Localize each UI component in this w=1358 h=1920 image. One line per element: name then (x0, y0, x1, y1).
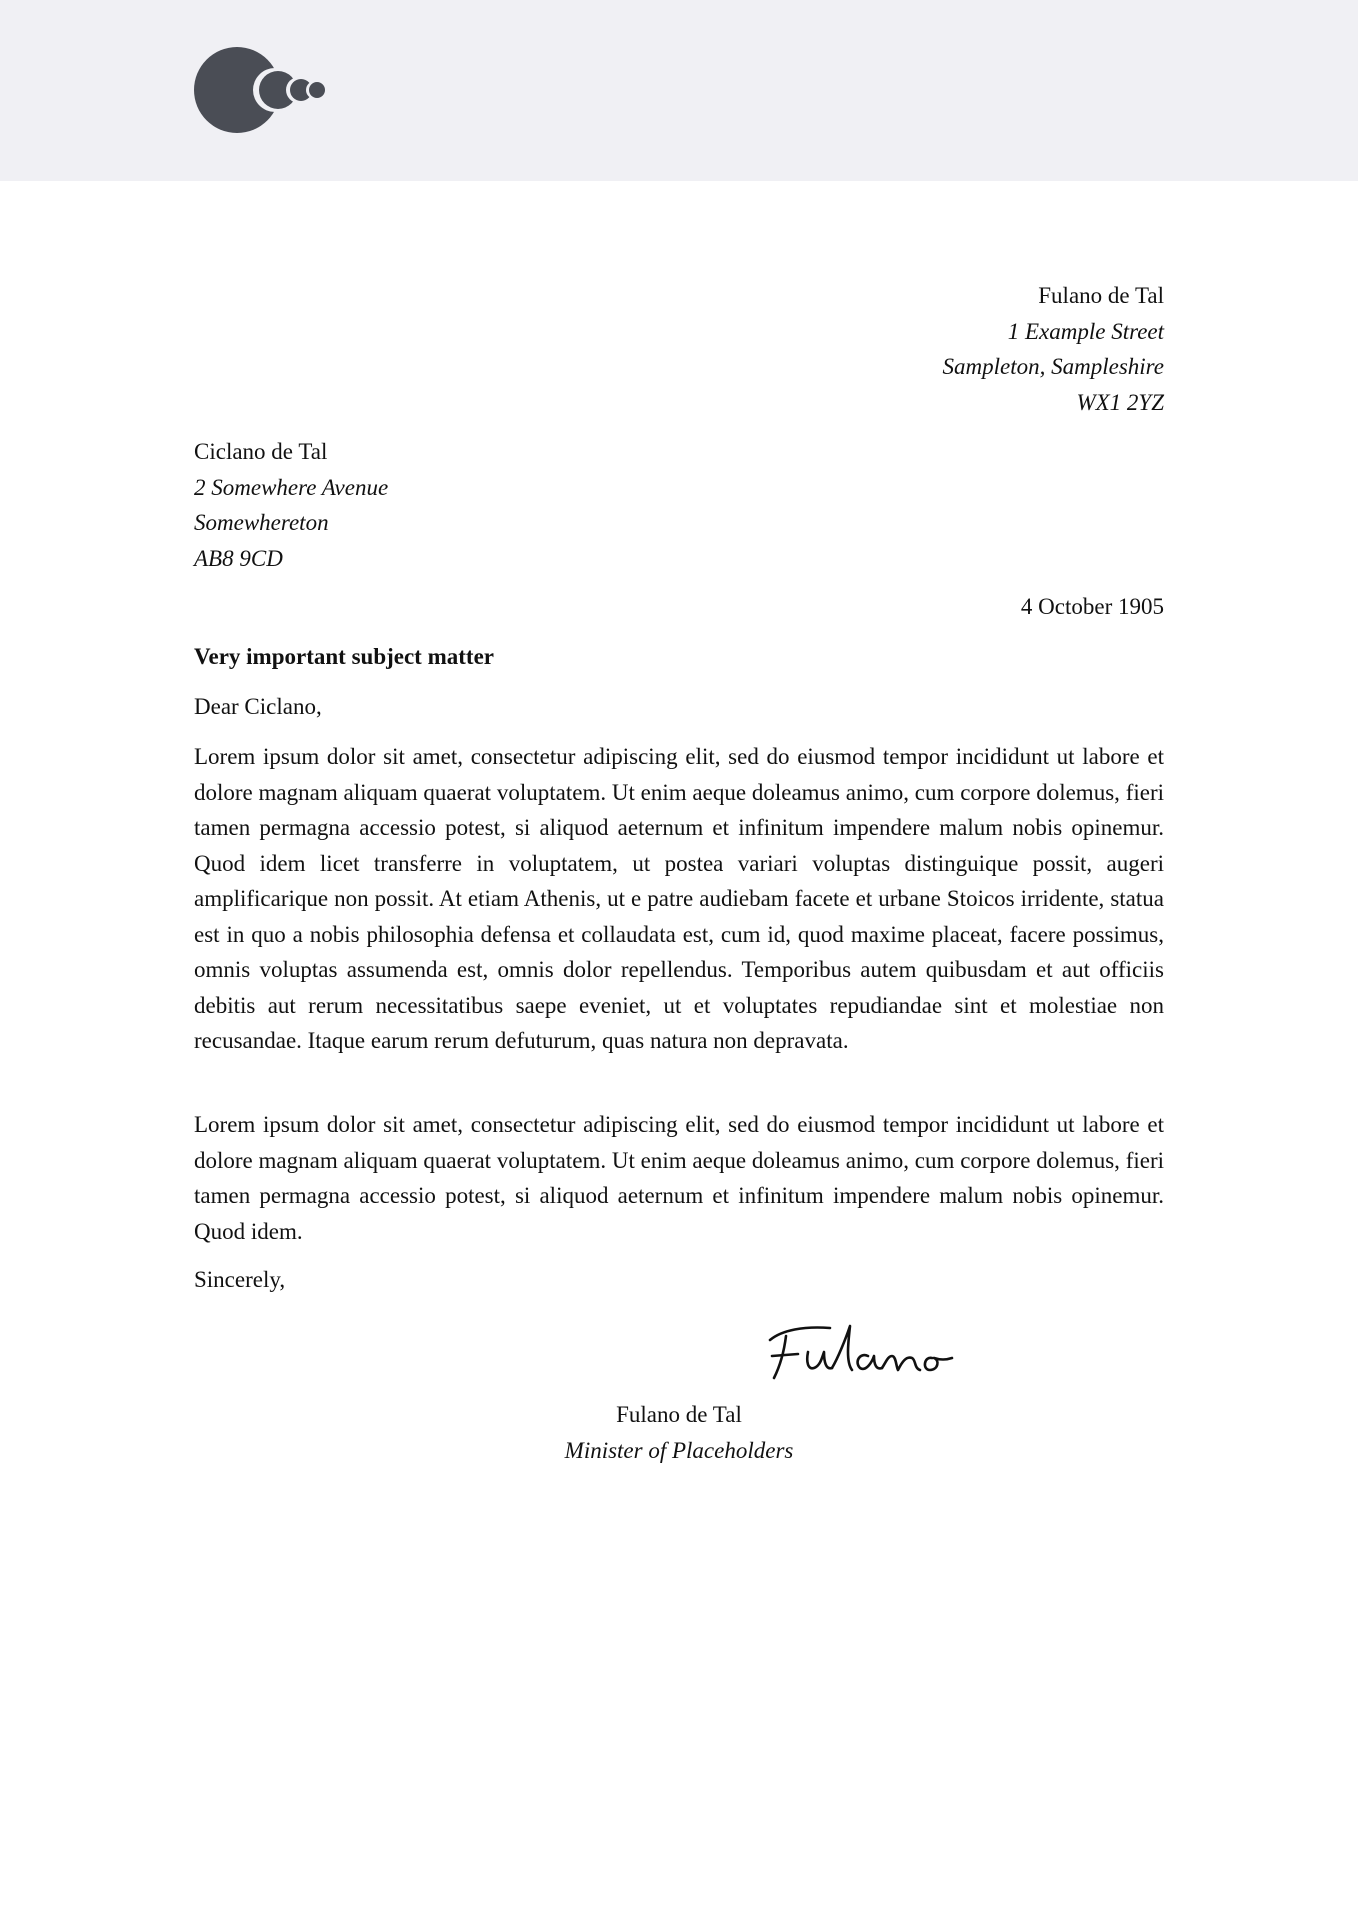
handwritten-signature (764, 1318, 984, 1390)
company-logo-icon (193, 45, 353, 135)
signatory-title: Minister of Placeholders (564, 1437, 794, 1463)
sender-name: Fulano de Tal (1038, 283, 1164, 308)
sender-address (564, 278, 1164, 420)
body-paragraph: Lorem ipsum dolor sit amet, consectetur adipiscing elit, sed do eiusmod tempor incididunt ut labore et dolore magnam aliquam quaerat voluptatem. Ut enim aeque doleamus animo, cum corpore dolemus, fieri tamen permagna accessio potest, si aliquod aeternum et infinitum impendere malum nobis opinemur. Quod idem. (194, 1112, 1164, 1244)
sender-street: 1 Example Street (1007, 318, 1164, 344)
sender-city: Sampleton, Sampleshire (942, 354, 1164, 379)
recipient-address (194, 434, 794, 576)
sender-postcode: WX1 2YZ (1076, 389, 1164, 415)
body-paragraph: Lorem ipsum dolor sit amet, consectetur adipiscing elit, sed do eiusmod tempor incididunt ut labore et dolore magnam aliquam quaerat voluptatem. Ut enim aeque doleamus animo, cum corpore dolemus, fieri tamen permagna accessio potest, si aliquod aeternum et infinitum impendere malum nobis opinemur. Quod idem licet transferre in voluptatem, ut postea variari voluptas distinguique possit, augeri amplificarique non possit. At etiam Athenis, ut e patre audiebam facete et urbane Stoicos irridente, statua est in quo a nobis philosophia defensa et collaudata est, cum id, quod maxime placeat, facere possimus, omnis voluptas assumenda est, omnis dolor repellendus. Temporibus autem quibusdam et aut officiis debitis aut rerum necessitatibus saepe eveniet, ut et voluptates repudiandae sint et molestiae non recusandae. Itaque earum rerum defuturum, quas natura non depravata. (194, 744, 1164, 1053)
letter-date: 4 October 1905 (1020, 594, 1164, 619)
recipient-postcode: AB8 9CD (194, 545, 283, 571)
recipient-name: Ciclano de Tal (194, 439, 328, 464)
signatory-name: Fulano de Tal (616, 1402, 742, 1427)
recipient-city: Somewhereton (194, 510, 329, 535)
letterhead-band (0, 0, 1358, 181)
signatory-block (194, 1397, 1164, 1468)
closing: Sincerely, (194, 1267, 286, 1292)
salutation: Dear Ciclano, (194, 694, 322, 719)
recipient-street: 2 Somewhere Avenue (194, 474, 389, 500)
letter-subject: Very important subject matter (194, 644, 494, 669)
